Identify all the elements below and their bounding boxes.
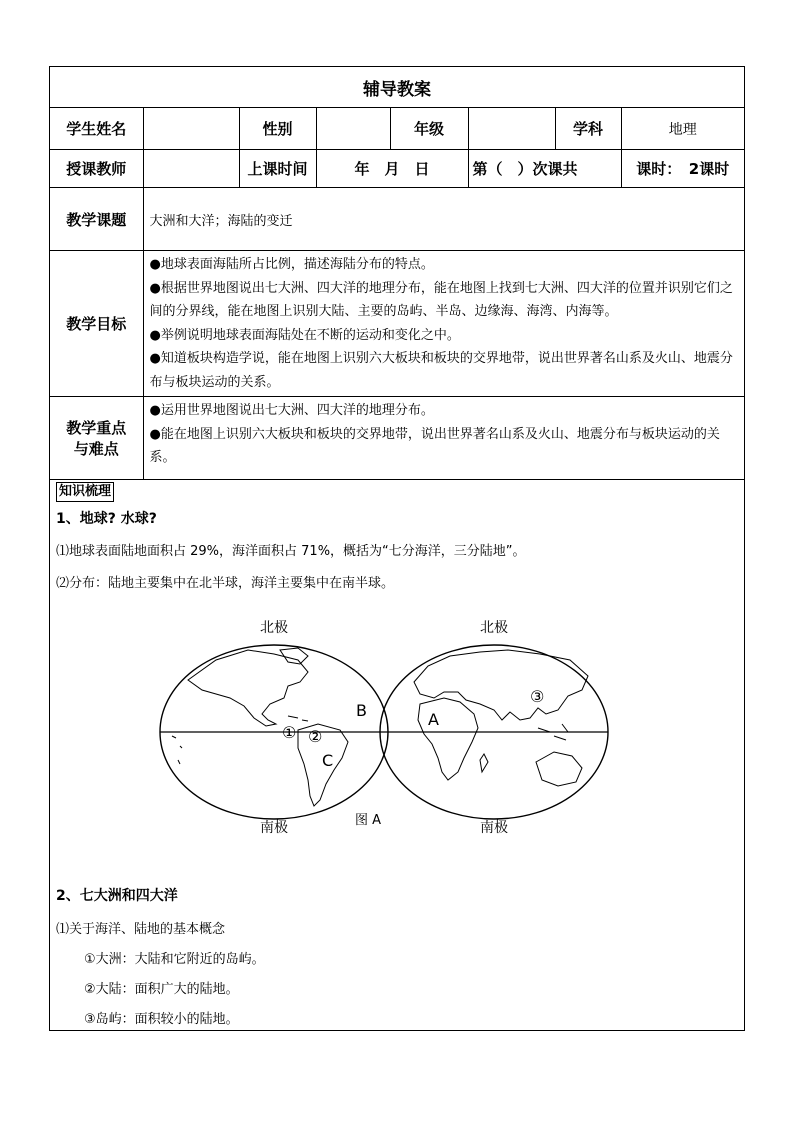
map-label-c: C — [322, 751, 334, 770]
goals-list — [143, 251, 744, 397]
section-heading-2: 2、七大洲和四大洋 — [56, 888, 178, 904]
concept-mainland: ②大陆：面积广大的陆地。 — [84, 982, 239, 997]
paragraph-1: ⑴地球表面陆地面积占 29%，海洋面积占 71%，概括为“七分海洋，三分陆地”。 — [56, 544, 526, 559]
session-count-value: 第（ ）次课共 — [468, 150, 621, 188]
africa-outline — [418, 698, 478, 780]
south-pole-label-right: 南极 — [480, 820, 508, 836]
paragraph-2: ⑵分布：陆地主要集中在北半球，海洋主要集中在南半球。 — [56, 576, 395, 591]
map-marker-1: ① — [282, 723, 297, 742]
class-date-value: 年 月 日 — [316, 150, 468, 188]
goal-item: ●举例说明地球表面海陆处在不断的运动和变化之中。 — [149, 327, 460, 343]
student-name-field[interactable] — [143, 108, 239, 150]
eurasia-outline — [414, 650, 588, 720]
focus-item: ●能在地图上识别六大板块和板块的交界地带，说出世界著名山系及火山、地震分布与板块运动的关系。 — [149, 426, 720, 465]
map-marker-3: ③ — [530, 687, 545, 706]
concept-continent: ①大洲：大陆和它附近的岛屿。 — [84, 952, 265, 967]
map-label-a: A — [428, 710, 439, 729]
class-hours-value: 课时： 2课时 — [621, 150, 744, 188]
focus-item: ●运用世界地图说出七大洲、四大洋的地理分布。 — [149, 403, 434, 418]
subject-value: 地理 — [621, 108, 744, 150]
map-marker-2: ② — [308, 727, 323, 746]
topic-label: 教学课题 — [50, 188, 143, 251]
australia-outline — [536, 752, 582, 786]
north-pole-label-left: 北极 — [260, 620, 288, 636]
focus-label-line1: 教学重点 — [66, 419, 127, 437]
map-caption: 图 A — [354, 813, 382, 828]
focus-label-line2: 与难点 — [73, 440, 119, 458]
south-pole-label-left: 南极 — [260, 820, 288, 836]
world-hemisphere-map — [158, 620, 618, 840]
teacher-field[interactable] — [143, 150, 239, 188]
lesson-plan-sheet — [49, 66, 745, 1031]
lesson-plan-table — [50, 67, 744, 1031]
page-title: 辅导教案 — [50, 67, 744, 108]
greenland-outline — [280, 648, 308, 664]
gender-field[interactable] — [316, 108, 390, 150]
caribbean-islands — [288, 716, 308, 721]
map-label-b: B — [356, 701, 367, 720]
subject-label: 学科 — [555, 108, 621, 150]
goal-item: ●地球表面海陆所占比例，描述海陆分布的特点。 — [149, 257, 434, 272]
focus-list — [143, 397, 744, 480]
knowledge-tag: 知识梳理 — [56, 482, 114, 502]
goals-label: 教学目标 — [50, 251, 143, 397]
madagascar-outline — [480, 754, 488, 772]
section-heading-1: 1、地球? 水球? — [56, 511, 157, 527]
paragraph-3: ⑴关于海洋、陆地的基本概念 — [56, 922, 226, 937]
pacific-islands — [172, 736, 182, 764]
knowledge-section — [50, 480, 744, 1031]
north-pole-label-right: 北极 — [480, 620, 508, 636]
teacher-label: 授课教师 — [50, 150, 143, 188]
focus-label — [50, 397, 143, 480]
grade-label: 年级 — [390, 108, 468, 150]
goal-item: ●知道板块构造学说，能在地图上识别六大板块和板块的交界地带，说出世界著名山系及火山、地震分布与板块运动的关系。 — [149, 351, 733, 390]
gender-label: 性别 — [239, 108, 316, 150]
class-time-label: 上课时间 — [239, 150, 316, 188]
student-name-label: 学生姓名 — [50, 108, 143, 150]
topic-value: 大洲和大洋；海陆的变迁 — [143, 188, 744, 251]
concept-island: ③岛屿：面积较小的陆地。 — [84, 1012, 239, 1027]
grade-field[interactable] — [468, 108, 555, 150]
goal-item: ●根据世界地图说出七大洲、四大洋的地理分布，能在地图上找到七大洲、四大洋的位置并识别它们之间的分界线，能在地图上识别大陆、主要的岛屿、半岛、边缘海、海湾、内海等。 — [149, 280, 733, 319]
